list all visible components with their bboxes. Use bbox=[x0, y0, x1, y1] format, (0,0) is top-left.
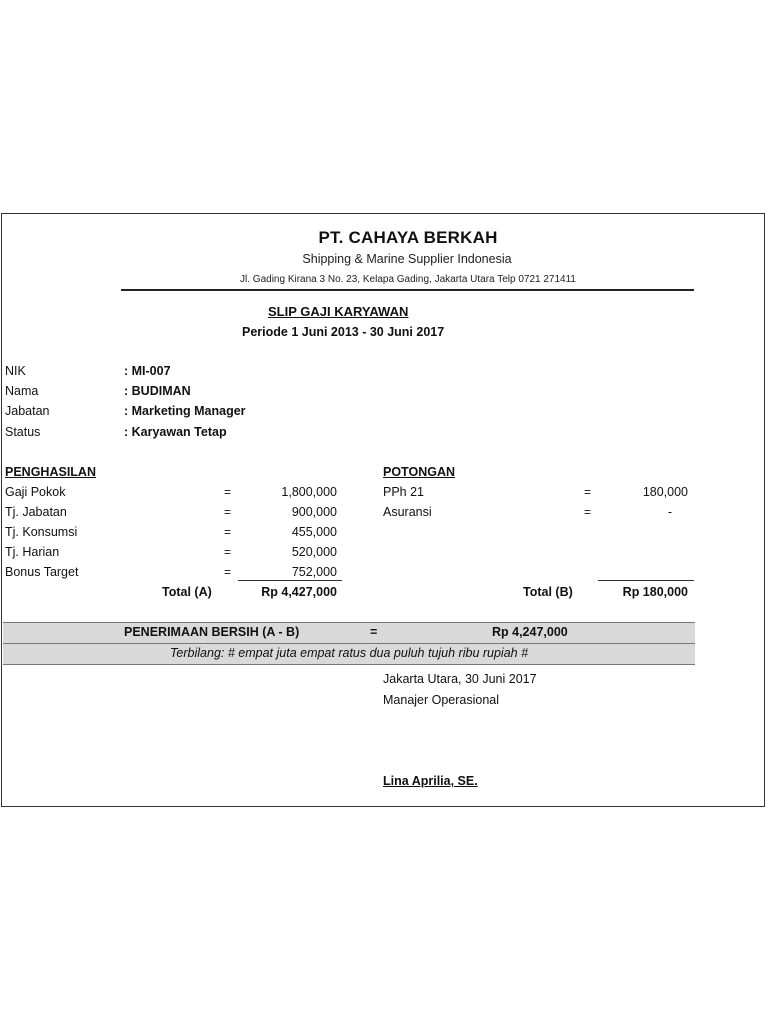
deduction-amount: 180,000 bbox=[642, 485, 688, 499]
nik-label: NIK bbox=[5, 364, 26, 378]
income-amount: 455,000 bbox=[291, 525, 337, 539]
deduction-amount: - bbox=[667, 505, 672, 519]
deduction-equals: = bbox=[584, 485, 592, 499]
deduction-equals: = bbox=[584, 505, 592, 519]
income-label: Bonus Target bbox=[5, 565, 79, 579]
deduction-label: PPh 21 bbox=[383, 485, 425, 499]
income-label: Gaji Pokok bbox=[5, 485, 66, 499]
income-label: Tj. Jabatan bbox=[5, 505, 67, 519]
income-heading: PENGHASILAN bbox=[5, 465, 96, 479]
income-equals: = bbox=[224, 565, 232, 579]
income-equals: = bbox=[224, 505, 232, 519]
status-value: : Karyawan Tetap bbox=[124, 425, 227, 439]
deductions-total-label: Total (B) bbox=[523, 585, 573, 599]
jabatan-value: : Marketing Manager bbox=[124, 404, 246, 418]
income-amount: 1,800,000 bbox=[281, 485, 337, 499]
nama-value: : BUDIMAN bbox=[124, 384, 191, 398]
income-equals: = bbox=[224, 525, 232, 539]
net-pay-label: PENERIMAAN BERSIH (A - B) bbox=[124, 625, 300, 639]
nama-label: Nama bbox=[5, 384, 39, 398]
net-pay-band bbox=[3, 622, 695, 644]
income-label: Tj. Konsumsi bbox=[5, 525, 78, 539]
slip-title: SLIP GAJI KARYAWAN bbox=[268, 304, 409, 319]
company-name: PT. CAHAYA BERKAH bbox=[318, 228, 498, 247]
income-amount: 900,000 bbox=[291, 505, 337, 519]
income-label: Tj. Harian bbox=[5, 545, 60, 559]
company-address: Jl. Gading Kirana 3 No. 23, Kelapa Gading, Jakarta Utara Telp 0721 271411 bbox=[240, 274, 576, 285]
income-equals: = bbox=[224, 485, 232, 499]
net-pay-equals: = bbox=[370, 625, 378, 639]
income-total-label: Total (A) bbox=[162, 585, 212, 599]
salary-slip bbox=[1, 213, 765, 807]
deductions-sum-line bbox=[598, 580, 694, 581]
signature-position: Manajer Operasional bbox=[383, 693, 500, 707]
net-pay-in-words: Terbilang: # empat juta empat ratus dua puluh tujuh ribu rupiah # bbox=[169, 646, 529, 660]
income-sum-line bbox=[238, 580, 342, 581]
income-total-value: Rp 4,427,000 bbox=[261, 585, 337, 599]
income-amount: 752,000 bbox=[291, 565, 337, 579]
jabatan-label: Jabatan bbox=[5, 404, 50, 418]
status-label: Status bbox=[5, 425, 41, 439]
income-equals: = bbox=[224, 545, 232, 559]
company-tagline: Shipping & Marine Supplier Indonesia bbox=[302, 252, 512, 266]
deductions-heading: POTONGAN bbox=[383, 465, 455, 479]
income-amount: 520,000 bbox=[291, 545, 337, 559]
deductions-total-value: Rp 180,000 bbox=[622, 585, 688, 599]
signature-name: Lina Aprilia, SE. bbox=[383, 774, 478, 788]
header-divider bbox=[121, 289, 694, 291]
deduction-label: Asuransi bbox=[383, 505, 432, 519]
slip-period: Periode 1 Juni 2013 - 30 Juni 2017 bbox=[242, 325, 445, 339]
nik-value: : MI-007 bbox=[124, 364, 171, 378]
net-pay-value: Rp 4,247,000 bbox=[492, 625, 568, 639]
signature-place-date: Jakarta Utara, 30 Juni 2017 bbox=[383, 672, 537, 686]
